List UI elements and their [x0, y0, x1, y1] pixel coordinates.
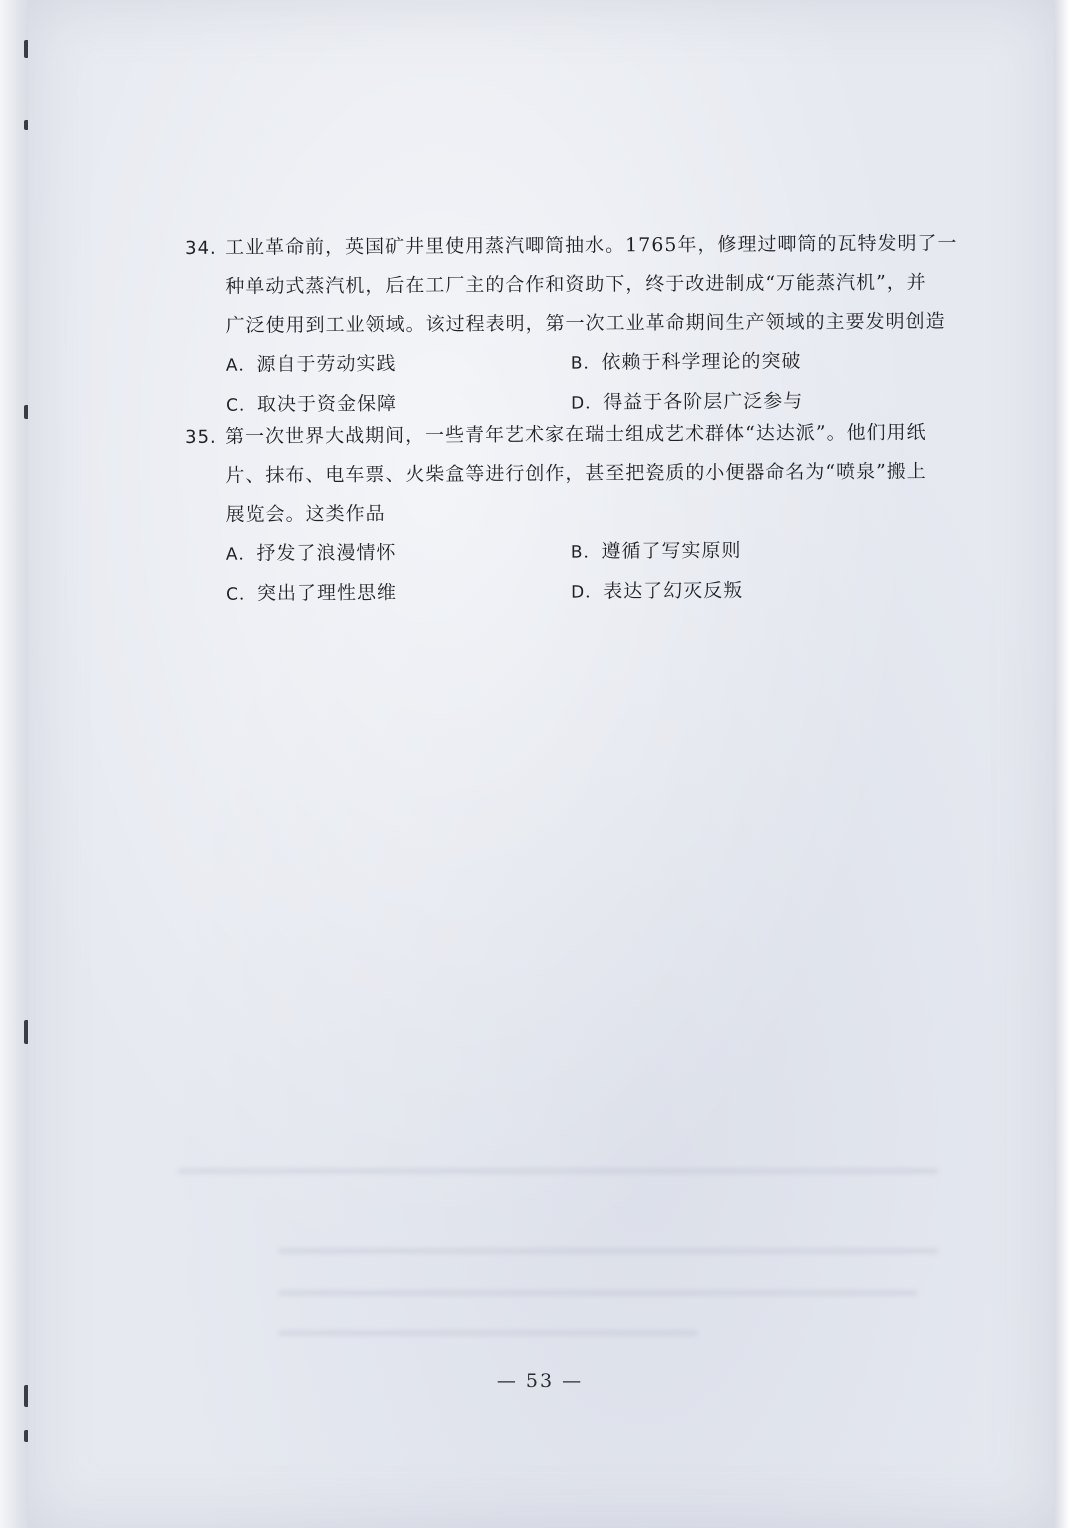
- option-b[interactable]: [571, 342, 916, 384]
- option-letter: C．: [226, 395, 258, 416]
- option-text: 得益于各阶层广泛参与: [603, 390, 804, 414]
- question-text: 种单动式蒸汽机，后在工厂主的合作和资助下，终于改进制成“万能蒸汽机”，并: [225, 271, 927, 298]
- question-34: [185, 224, 958, 426]
- question-stem-line: [185, 224, 958, 268]
- page-number: — 53 —: [496, 1370, 584, 1392]
- option-d[interactable]: [571, 571, 916, 613]
- option-text: 表达了幻灭反叛: [603, 579, 744, 603]
- option-text: 抒发了浪漫情怀: [256, 541, 397, 565]
- option-a[interactable]: [226, 533, 571, 575]
- option-letter: A．: [225, 355, 257, 376]
- show-through-text: [278, 1330, 698, 1336]
- question-stem-line: [185, 413, 925, 457]
- left-page-edge: [0, 0, 28, 1528]
- question-number: 35.: [185, 426, 217, 448]
- question-text: 片、抹布、电车票、火柴盒等进行创作，甚至把瓷质的小便器命名为“喷泉”搬上: [225, 460, 927, 487]
- show-through-text: [278, 1248, 938, 1254]
- option-text: 取决于资金保障: [256, 392, 398, 416]
- question-text: 广泛使用到工业领域。该过程表明，第一次工业革命期间生产领域的主要发明创造: [225, 310, 946, 337]
- option-a[interactable]: [226, 344, 571, 386]
- question-text: 工业革命前，英国矿井里使用蒸汽唧筒抽水。1765年，修理过唧筒的瓦特发明了一: [225, 232, 958, 259]
- question-text: 第一次世界大战期间，一些青年艺术家在瑞士组成艺术群体“达达派”。他们用纸: [225, 421, 927, 448]
- option-text: 源自于劳动实践: [256, 352, 397, 376]
- option-letter: D．: [571, 393, 604, 414]
- show-through-text: [278, 1290, 918, 1296]
- option-c[interactable]: [226, 573, 571, 615]
- option-letter: C．: [226, 584, 258, 605]
- option-text: 遵循了写实原则: [601, 539, 742, 563]
- option-b[interactable]: [571, 531, 916, 573]
- right-page-edge: [1054, 0, 1080, 1528]
- option-text: 突出了理性思维: [256, 581, 398, 605]
- option-letter: A．: [225, 544, 257, 565]
- question-text: 展览会。这类作品: [225, 502, 386, 526]
- question-number: 34.: [185, 237, 217, 259]
- question-35: [185, 413, 926, 615]
- show-through-text: [178, 1168, 938, 1174]
- option-letter: B．: [570, 353, 602, 374]
- answer-options: [186, 530, 926, 615]
- option-text: 依赖于科学理论的突破: [601, 350, 802, 374]
- option-letter: D．: [571, 582, 604, 603]
- option-letter: B．: [570, 542, 602, 563]
